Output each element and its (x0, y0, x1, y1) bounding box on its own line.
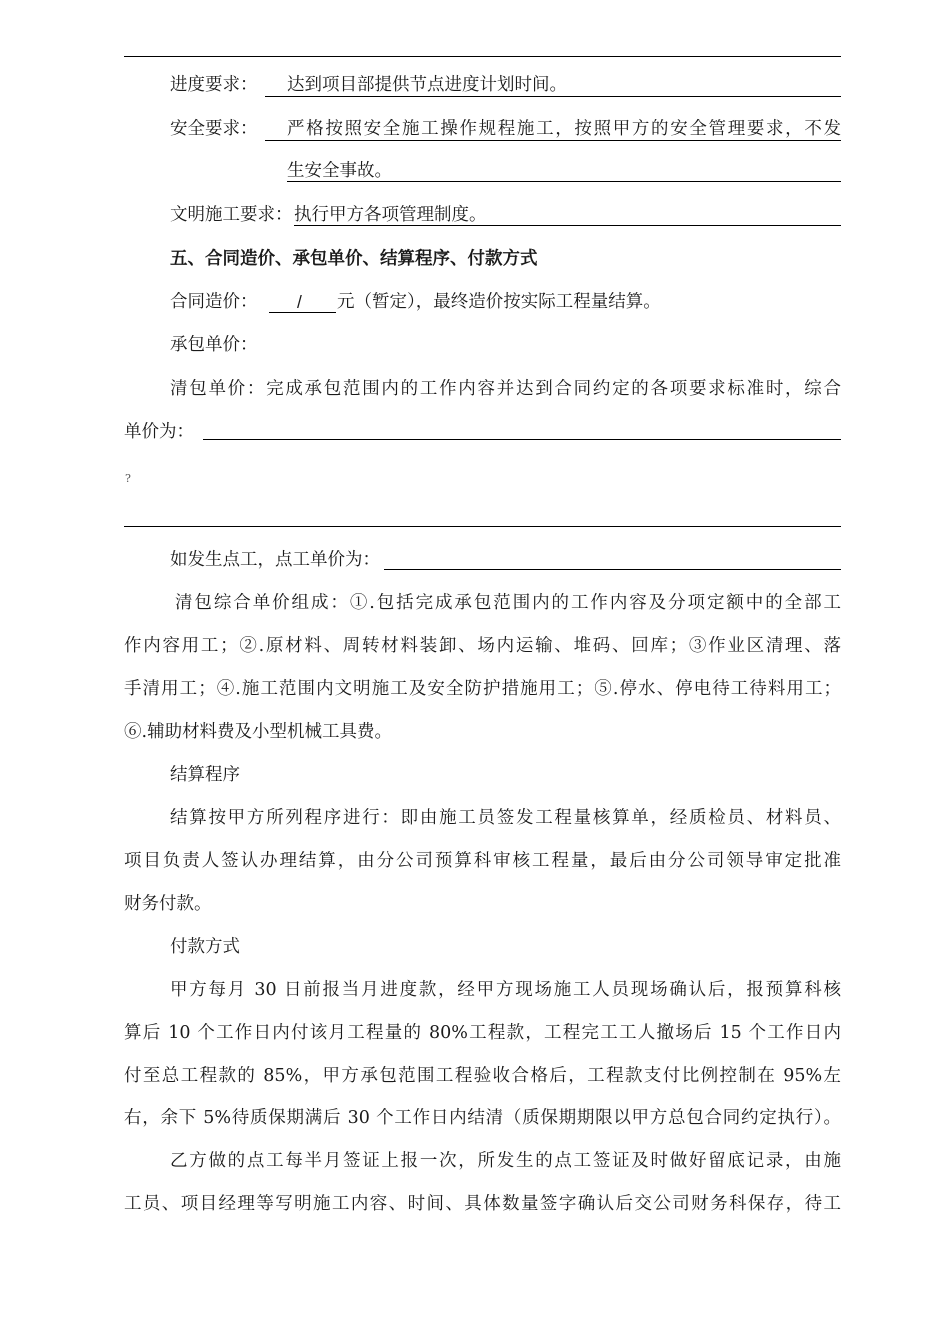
safety-underline-1 (265, 140, 841, 141)
civil-label: 文明施工要求： (170, 205, 293, 225)
composition-line-4: ⑥.辅助材料费及小型机械工具费。 (124, 722, 393, 742)
small-mark: ? (125, 472, 131, 485)
header-rule (124, 56, 841, 57)
settlement-heading: 结算程序 (170, 765, 240, 785)
settlement-line-1: 结算按甲方所列程序进行：即由施工员签发工程量核算单，经质检员、材料员、 (170, 808, 841, 828)
composition-line-3: 手清用工；④.施工范围内文明施工及安全防护措施用工；⑤.停水、停电待工待料用工； (124, 679, 841, 699)
daywork-para-line-2: 工员、项目经理等写明施工内容、时间、具体数量签字确认后交公司财务科保存，待工 (124, 1194, 841, 1214)
settlement-line-3: 财务付款。 (124, 894, 212, 914)
lump-price-underline (203, 439, 841, 440)
contract-price-blank: / (297, 292, 302, 312)
contract-price-underline (269, 312, 336, 313)
blank-line (124, 526, 841, 527)
payment-heading: 付款方式 (170, 937, 240, 957)
unit-price-label: 承包单价： (170, 335, 258, 355)
progress-value: 达到项目部提供节点进度计划时间。 (287, 75, 567, 95)
payment-line-3: 付至总工程款的 85%，甲方承包范围工程验收合格后，工程款支付比例控制在 95%左 (124, 1066, 841, 1086)
lump-price-line2-label: 单价为： (124, 422, 194, 442)
day-work-label: 如发生点工，点工单价为： (170, 550, 380, 570)
progress-underline (265, 96, 841, 97)
lump-price-line1: 清包单价：完成承包范围内的工作内容并达到合同约定的各项要求标准时，综合 (170, 379, 841, 399)
settlement-line-2: 项目负责人签认办理结算，由分公司预算科审核工程量，最后由分公司领导审定批准 (124, 851, 841, 871)
safety-label: 安全要求： (170, 119, 258, 139)
payment-line-4: 右，余下 5%待质保期满后 30 个工作日内结清（质保期期限以甲方总包合同约定执行）。 (124, 1108, 841, 1128)
composition-line-1: 清包综合单价组成：①.包括完成承包范围内的工作内容及分项定额中的全部工 (175, 593, 841, 613)
composition-line-2: 作内容用工；②.原材料、周转材料装卸、场内运输、堆码、回库；③作业区清理、落 (124, 636, 841, 656)
payment-line-1: 甲方每月 30 日前报当月进度款，经甲方现场施工人员现场确认后，报预算科核 (170, 980, 841, 1000)
contract-price-label: 合同造价： (170, 292, 258, 312)
daywork-para-line-1: 乙方做的点工每半月签证上报一次，所发生的点工签证及时做好留底记录，由施 (170, 1151, 841, 1171)
safety-value-line1: 严格按照安全施工操作规程施工，按照甲方的安全管理要求，不发 (287, 119, 841, 139)
safety-underline-2 (287, 181, 841, 182)
section5-heading: 五、合同造价、承包单价、结算程序、付款方式 (170, 249, 538, 269)
day-work-underline (384, 569, 841, 570)
progress-label: 进度要求： (170, 75, 258, 95)
civil-underline (294, 225, 841, 226)
safety-value-line2: 生安全事故。 (287, 161, 392, 181)
civil-value: 执行甲方各项管理制度。 (294, 205, 487, 225)
payment-line-2: 算后 10 个工作日内付该月工程量的 80%工程款，工程完工工人撤场后 15 个工作日内 (124, 1023, 841, 1043)
contract-price-suffix: 元（暂定），最终造价按实际工程量结算。 (337, 292, 661, 312)
